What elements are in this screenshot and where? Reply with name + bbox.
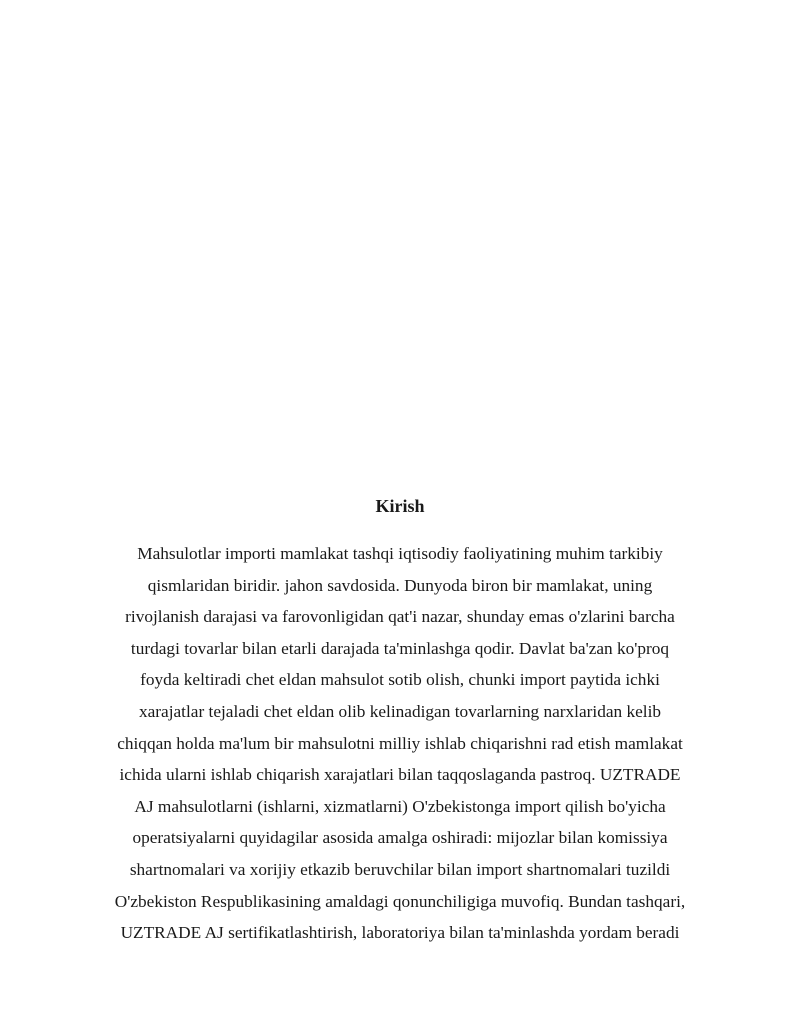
section-heading: Kirish [375, 496, 425, 516]
body-line: turdagi tovarlar bilan etarli darajada ta'minlashga qodir. Davlat ba'zan ko'proq [130, 638, 670, 658]
body-line: AJ mahsulotlarni (ishlarni, xizmatlarni) O'zbekistonga import qilish bo'yicha [134, 796, 666, 816]
body-text [60, 538, 740, 949]
body-line: ichida ularni ishlab chiqarish xarajatlari bilan taqqoslaganda pastroq. UZTRADE [119, 765, 681, 785]
body-line: foyda keltiradi chet eldan mahsulot sotib olish, chunki import paytida ichki [140, 670, 660, 690]
body-line: xarajatlar tejaladi chet eldan olib kelinadigan tovarlarning narxlaridan kelib [138, 701, 662, 721]
body-line: O'zbekiston Respublikasining amaldagi qonunchiligiga muvofiq. Bundan tashqari, [114, 891, 686, 911]
body-line: shartnomalari va xorijiy etkazib beruvchilar bilan import shartnomalari tuzildi [129, 859, 671, 879]
body-line: operatsiyalarni quyidagilar asosida amalga oshiradi: mijozlar bilan komissiya [132, 828, 668, 848]
body-line: Mahsulotlar importi mamlakat tashqi iqtisodiy faoliyatining muhim tarkibiy [137, 544, 663, 563]
body-line: qismlaridan biridir. jahon savdosida. Dunyoda biron bir mamlakat, uning [147, 575, 653, 595]
body-line: chiqqan holda ma'lum bir mahsulotni milliy ishlab chiqarishni rad etish mamlakat [117, 733, 683, 753]
body-line: rivojlanish darajasi va farovonligidan qat'i nazar, shunday emas o'zlarini barcha [125, 607, 675, 627]
body-line: UZTRADE AJ sertifikatlashtirish, laboratoriya bilan ta'minlashda yordam beradi [120, 923, 680, 943]
